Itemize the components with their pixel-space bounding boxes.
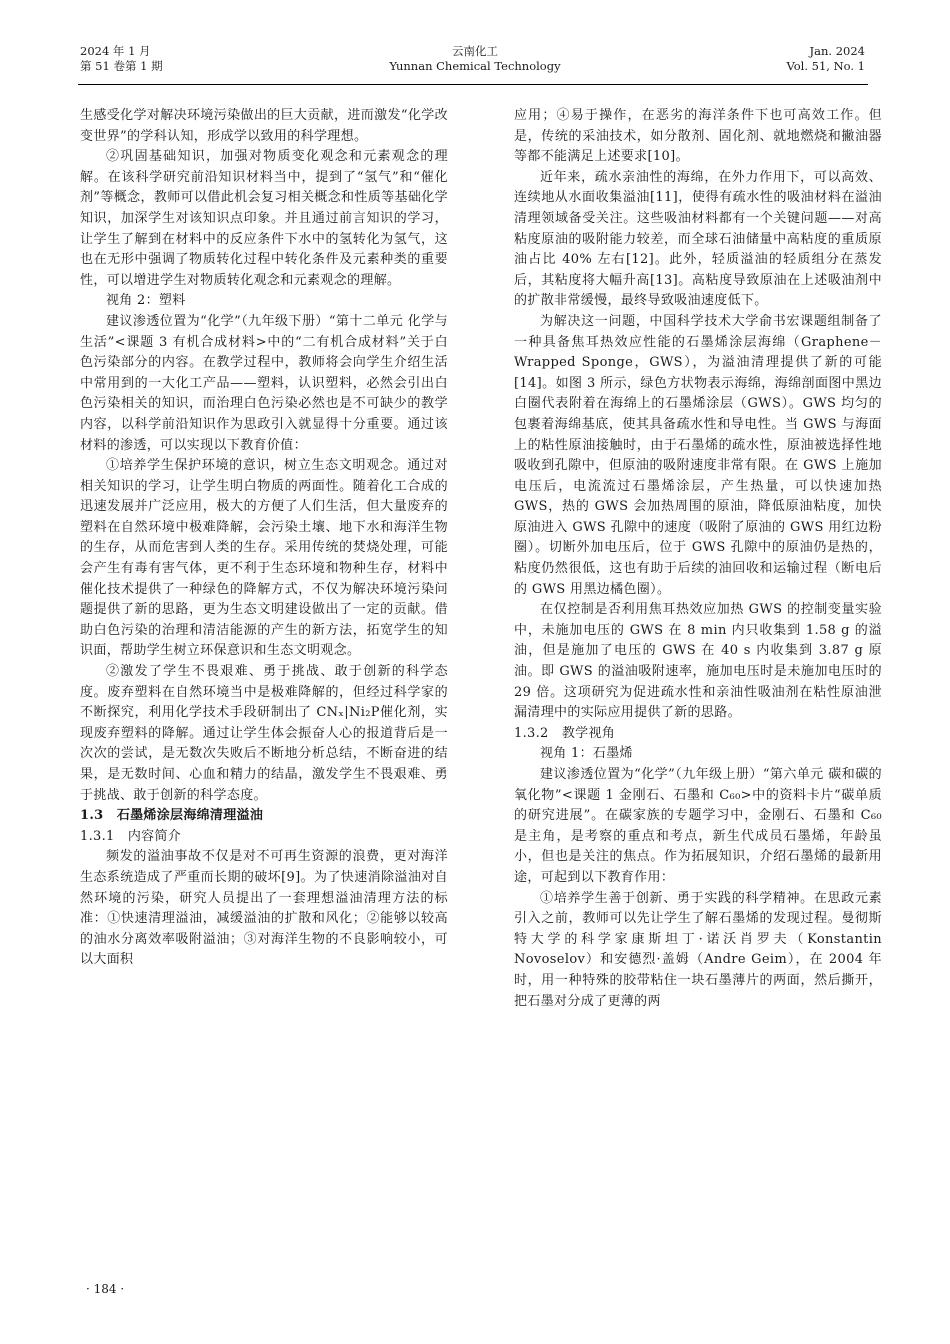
section-heading: 1.3 石墨烯涂层海绵清理溢油 (80, 808, 264, 824)
subsection-heading: 1.3.1 内容简介 (80, 828, 182, 844)
left-column (80, 106, 448, 971)
paragraph: 在仅控制是否利用焦耳热效应加热 GWS 的控制变量实验中，未施加电压的 GWS 在 8 min 内只收集到 1.58 g 的溢油，但是施加了电压的 GWS 在 40 s 内收集到 3.87 g 原油。即 GWS 的溢油吸附速率，施加电压时是未施加电压时的 29 倍。这项研究为促进疏水性和亲油性吸油剂在粘性原油泄漏清理中的实际应用提供了新的思路。 (514, 602, 882, 721)
subheading-view: 视角 1：石墨烯 (540, 746, 633, 762)
journal-date-issue-en (786, 44, 865, 74)
header-date: 2024 年 1 月 (80, 44, 151, 58)
paragraph: ①培养学生保护环境的意识，树立生态文明观念。通过对相关知识的学习，让学生明白物质的两面性。随着化工合成的迅速发展并广泛应用，极大的方便了人们生活，但大量废弃的塑料在自然环境中极难降解，会污染土壤、地下水和海洋生物的生存，从而危害到人类的生存。采用传统的焚烧处理，可能会产生有毒有害气体，更不利于生态环境和物种生存，材料中催化技术提供了一种绿色的降解方式，不仅为解决环境污染问题提供了新的思路，更为生态文明建设做出了一定的贡献。借助白色污染的治理和清洁能源的产生的新方法，拓宽学生的知识面，帮助学生树立环保意识和生态文明观念。 (80, 458, 448, 659)
header-volume-en: Vol. 51, No. 1 (786, 59, 865, 73)
paragraph: 建议渗透位置为“化学”（九年级下册）“第十二单元 化学与生活”<课题 3 有机合成材料>中的“二有机合成材料”关于白色污染部分的内容。在教学过程中，教师将会向学生介绍生活中常用到的一大化工产品——塑料，认识塑料，必然会引出白色污染相关的知识，而治理白色污染必然也是不可缺少的教学内容，以科学前沿知识作为思政引入就显得十分重要。通过该材料的渗透，可以实现以下教育价值： (80, 313, 448, 453)
journal-title-en: Yunnan Chemical Technology (389, 59, 561, 73)
paragraph: 频发的溢油事故不仅是对不可再生资源的浪费，更对海洋生态系统造成了严重而长期的破坏[9]。为了快速消除溢油对自然环境的污染，研究人员提出了一套理想溢油清理方法的标准：①快速清理溢油，减缓溢油的扩散和风化；②能够以较高的油水分离效率吸附溢油；③对海洋生物的不良影响较小，可以大面积 (80, 849, 448, 968)
subsection-heading: 1.3.2 教学视角 (514, 725, 616, 741)
paragraph: 为解决这一问题，中国科学技术大学俞书宏课题组制备了一种具备焦耳热效应性能的石墨烯涂层海绵（Graphene－Wrapped Sponge，GWS），为溢油清理提供了新的可能[14]。如图 3 所示，绿色方状物表示海绵，海绵剖面图中黑边白圈代表附着在海绵上的石墨烯涂层（GWS）。GWS 均匀的包裹着海绵基底，使其具备疏水性和导电性。当 GWS 与海面上的粘性原油接触时，由于石墨烯的疏水性，原油被选择性地吸收到孔隙中，但原油的吸附速度非常有限。在 GWS 上施加电压后，电流流过石墨烯涂层，产生热量，可以快速加热 GWS，热的 GWS 会加热周围的原油，降低原油粘度，加快原油进入 GWS 孔隙中的速度（吸附了原油的 GWS 用红边粉圈）。切断外加电压后，位于 GWS 孔隙中的原油仍是热的，粘度仍然很低，这也有助于后续的油回收和运输过程（断电后的 GWS 用黑边橘色圈）。 (514, 313, 882, 597)
subheading-view: 视角 2：塑料 (106, 293, 186, 309)
paragraph: ①培养学生善于创新、勇于实践的科学精神。在思政元素引入之前，教师可以先让学生了解石墨烯的发现过程。曼彻斯特大学的科学家康斯坦丁·诺沃肖罗夫（Konstantin Novoselov）和安德烈·盖姆（Andre Geim），在 2004 年时，用一种特殊的胶带粘住一块石墨薄片的两面，然后撕开，把石墨对分成了更薄的两 (514, 890, 882, 1009)
paragraph: 建议渗透位置为“化学”（九年级上册）“第六单元 碳和碳的氧化物”<课题 1 金刚石、石墨和 C₆₀>中的资料卡片“碳单质的研究进展”。在碳家族的专题学习中，金刚石、石墨和 C₆₀ 是主角，是考察的重点和考点，新生代成员石墨烯，年龄虽小，但也是关注的焦点。作为拓展知识，介绍石墨烯的最新用途，可起到以下教育作用： (514, 767, 882, 885)
paragraph: 生感受化学对解决环境污染做出的巨大贡献，进而激发“化学改变世界”的学科认知，形成学以致用的科学理想。 (80, 108, 448, 144)
paragraph: ②巩固基础知识，加强对物质变化观念和元素观念的理解。在该科学研究前沿知识材料当中，提到了“氢气”和“催化剂”等概念，教师可以借此机会复习相关概念和性质等基础化学知识，加深学生对该知识点印象。并且通过前言知识的学习，让学生了解到在材料中的反应条件下水中的氢转化为氢气，这也在无形中强调了物质转化过程中转化条件及元素种类的重要性，可以增进学生对物质转化观念和元素观念的理解。 (80, 149, 448, 288)
header-date-en: Jan. 2024 (809, 44, 865, 58)
paragraph: ②激发了学生不畏艰难、勇于挑战、敢于创新的科学态度。废弃塑料在自然环境当中是极难降解的，但经过科学家的不断探究，利用化学技术手段研制出了 CNₓ|Ni₂P催化剂，实现废弃塑料的降解。通过让学生体会振奋人心的报道背后是一次次的尝试，是无数次失败后不断地分析总结，不断奋进的结果，是无数时间、心血和精力的结晶，激发学生不畏艰难、勇于挑战、敢于创新的科学态度。 (80, 664, 448, 803)
paragraph: 应用；④易于操作，在恶劣的海洋条件下也可高效工作。但是，传统的采油技术，如分散剂、固化剂、就地燃烧和撇油器等都不能满足上述要求[10]。 (514, 108, 882, 165)
page-number: · 184 · (86, 1282, 125, 1296)
header-rule (78, 84, 868, 85)
right-column (514, 106, 882, 1012)
paragraph: 近年来，疏水亲油性的海绵，在外力作用下，可以高效、连续地从水面收集溢油[11]，使得有疏水性的吸油材料在溢油清理领域备受关注。这些吸油材料都有一个关键问题——对高粘度原油的吸附能力较差，而全球石油储量中高粘度的重质原油占比 40% 左右[12]。此外，轻质溢油的轻质组分在蒸发后，其粘度将大幅升高[13]。高粘度导致原油在上述吸油剂中的扩散非常缓慢，最终导致吸油速度低下。 (514, 169, 882, 309)
header-volume: 第 51 卷第 1 期 (80, 59, 163, 73)
journal-title-cn: 云南化工 (452, 44, 498, 58)
